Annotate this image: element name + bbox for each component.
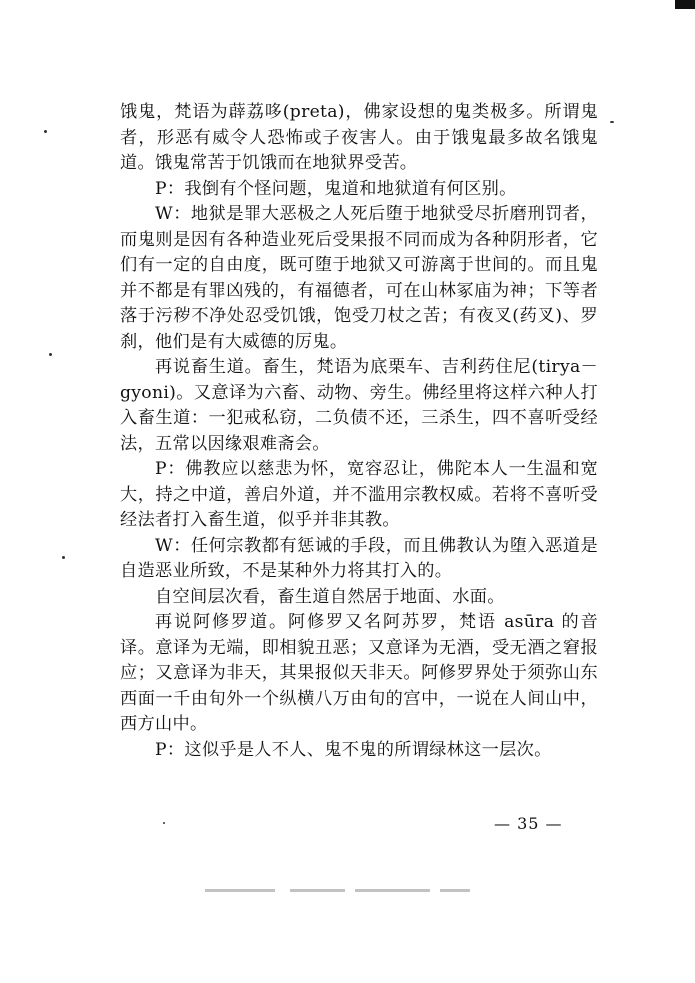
paragraph-w-punishment: W：任何宗教都有惩诫的手段，而且佛教认为堕入恶道是自造恶业所致，不是某种外力将其打入的。 [120, 535, 598, 581]
scan-speck [49, 353, 52, 356]
scan-smudge [440, 889, 470, 892]
paragraph-p-greenwood: P：这似乎是人不人、鬼不鬼的所谓绿林这一层次。 [155, 739, 552, 760]
scan-speck [62, 556, 65, 559]
scan-corner-mark [675, 0, 695, 9]
scan-speck [44, 130, 47, 133]
scan-smudge [205, 889, 275, 892]
paragraph-asura-realm: 再说阿修罗道。阿修罗又名阿苏罗，梵语 asūra 的音译。意译为无端，即相貌丑恶；又意译为无酒，受无酒之窘报应；又意译为非天，其果报似天非天。阿修罗界处于须弥山东西面一千由旬外一个纵横八万由旬的宫中，一说在人间山中，西方山中。 [120, 612, 598, 734]
paragraph-w-answer-ghost-hell: W：地狱是罪大恶极之人死后堕于地狱受尽折磨刑罚者，而鬼则是因有各种造业死后受果报不同而成为各种阴形者，它们有一定的自由度，既可堕于地狱又可游离于世间的。而且鬼并不都是有罪凶残的，有福德者，可在山林冢庙为神；下等者落于污秽不净处忍受饥饿，饱受刀杖之苦；有夜叉(药叉)、罗刹，他们是有大威德的厉鬼。 [120, 204, 598, 352]
paragraph-preta-intro: 饿鬼，梵语为薜荔哆(preta)，佛家设想的鬼类极多。所谓鬼者，形恶有威令人恐怖或子夜害人。由于饿鬼最多故名饿鬼道。饿鬼常苦于饥饿而在地狱界受苦。 [120, 102, 598, 173]
paragraph-p-question-ghost-hell: P：我倒有个怪问题，鬼道和地狱道有何区别。 [155, 178, 517, 199]
paragraph-animal-realm: 再说畜生道。畜生，梵语为底栗车、吉利药住尼(tirya－gyoni)。又意译为六畜、动物、旁生。佛经里将这样六种人打入畜生道：一犯戒私窃，二负债不还，三杀生，四不喜听受经法，五常以因缘艰难斋会。 [120, 357, 598, 454]
scan-speck [610, 121, 614, 123]
paragraph-p-compassion: P：佛教应以慈悲为怀，宽容忍让，佛陀本人一生温和宽大，持之中道，善启外道，并不滥用宗教权威。若将不喜听受经法者打入畜生道，似乎并非其教。 [120, 459, 598, 530]
scan-smudge [290, 889, 345, 892]
scan-smudge [355, 889, 430, 892]
scan-speck [163, 822, 165, 824]
page-number: — 35 — [494, 814, 563, 833]
paragraph-spatial-level: 自空间层次看，畜生道自然居于地面、水面。 [155, 586, 505, 607]
body-text [120, 100, 598, 763]
